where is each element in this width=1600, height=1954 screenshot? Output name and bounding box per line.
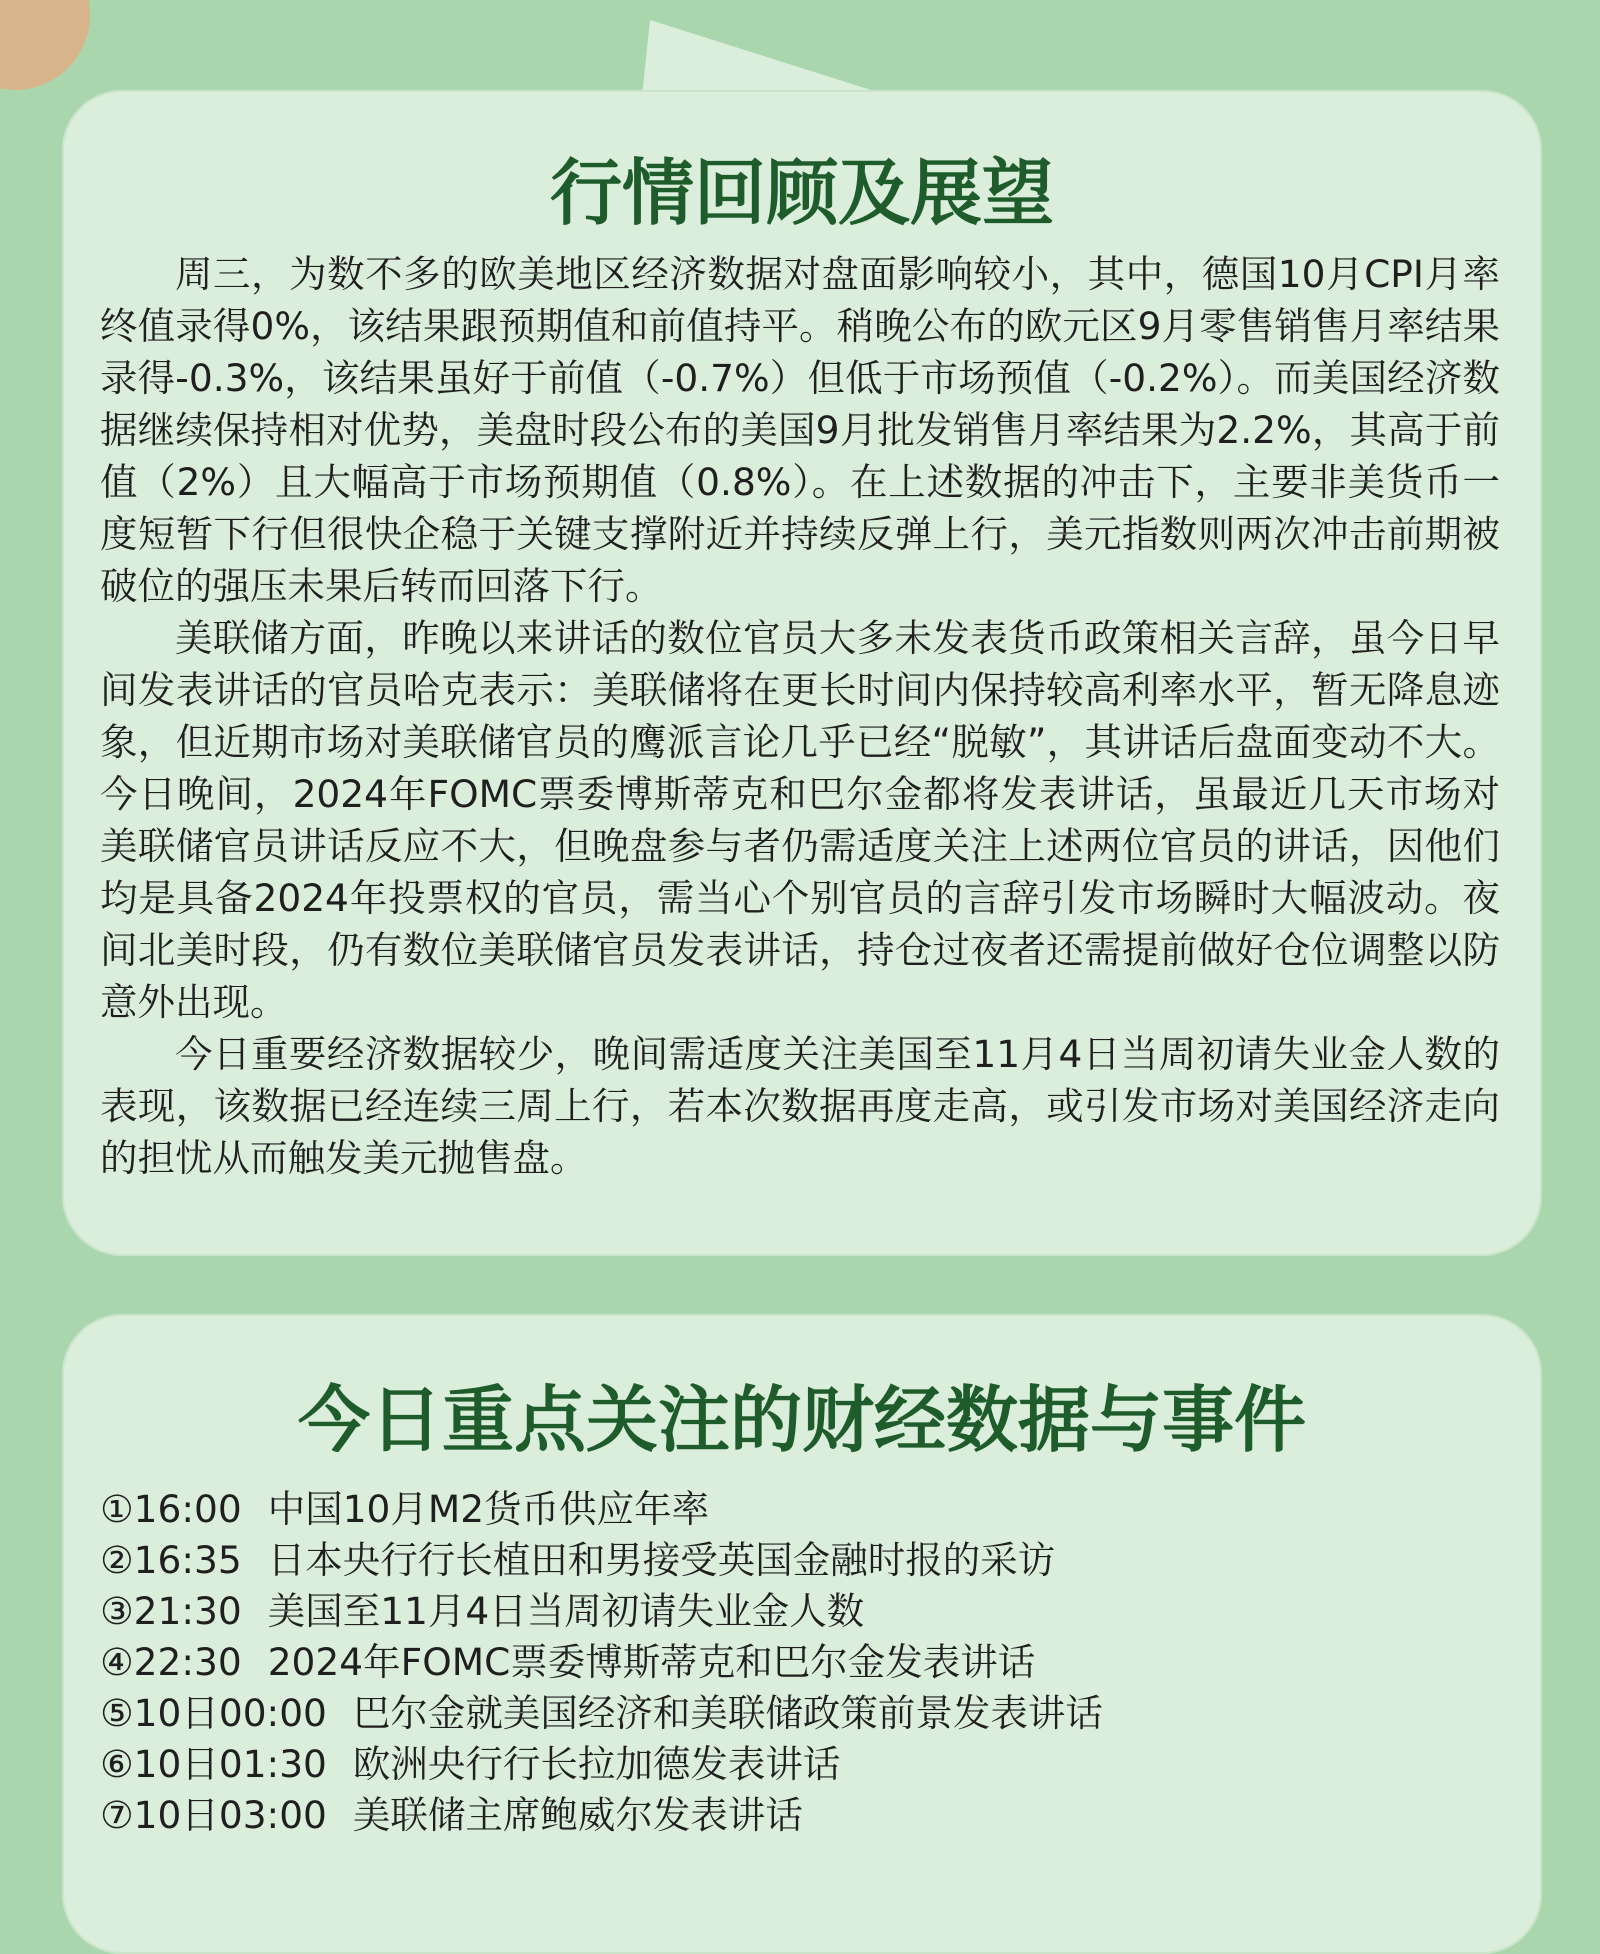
event-item: [100, 1790, 1500, 1841]
event-description: 美联储主席鲍威尔发表讲话: [352, 1793, 803, 1837]
event-item: [100, 1484, 1500, 1535]
event-time: 21:30: [133, 1589, 242, 1633]
event-time: 10日01:30: [133, 1742, 327, 1786]
events-panel: [62, 1314, 1542, 1954]
event-description: 中国10月M2货币供应年率: [267, 1487, 710, 1531]
market-review-body: [100, 248, 1500, 1184]
event-number: ⑤: [100, 1691, 134, 1735]
event-description: 日本央行行长植田和男接受英国金融时报的采访: [267, 1538, 1056, 1582]
event-number: ⑥: [100, 1742, 134, 1786]
event-number: ④: [100, 1640, 134, 1684]
event-description: 2024年FOMC票委博斯蒂克和巴尔金发表讲话: [267, 1640, 1036, 1684]
event-description: 美国至11月4日当周初请失业金人数: [267, 1589, 865, 1633]
event-number: ②: [100, 1538, 134, 1582]
event-description: 巴尔金就美国经济和美联储政策前景发表讲话: [352, 1691, 1103, 1735]
event-number: ③: [100, 1589, 134, 1633]
events-list: [100, 1484, 1500, 1841]
event-time: 22:30: [133, 1640, 242, 1684]
event-time: 10日03:00: [133, 1793, 327, 1837]
event-item: [100, 1637, 1500, 1688]
events-title: 今日重点关注的财经数据与事件: [297, 1378, 1306, 1462]
event-item: [100, 1688, 1500, 1739]
event-time: 16:35: [133, 1538, 242, 1582]
event-time: 10日00:00: [133, 1691, 327, 1735]
event-item: [100, 1739, 1500, 1790]
review-paragraph: 周三，为数不多的欧美地区经济数据对盘面影响较小，其中，德国10月CPI月率终值录得0%，该结果跟预期值和前值持平。稍晚公布的欧元区9月零售销售月率结果录得-0.3%，该结果虽好于前值（-0.7%）但低于市场预值（-0.2%）。而美国经济数据继续保持相对优势，美盘时段公布的美国9月批发销售月率结果为2.2%，其高于前值（2%）且大幅高于市场预期值（0.8%）。在上述数据的冲击下，主要非美货币一度短暂下行但很快企稳于关键支撑附近并持续反弹上行，美元指数则两次冲击前期被破位的强压未果后转而回落下行。: [100, 252, 1500, 608]
event-time: 16:00: [133, 1487, 242, 1531]
event-item: [100, 1535, 1500, 1586]
event-number: ①: [100, 1487, 134, 1531]
event-description: 欧洲央行行长拉加德发表讲话: [352, 1742, 841, 1786]
event-item: [100, 1586, 1500, 1637]
market-review-panel: [62, 90, 1542, 1256]
review-paragraph: 今日重要经济数据较少，晚间需适度关注美国至11月4日当周初请失业金人数的表现，该数据已经连续三周上行，若本次数据再度走高，或引发市场对美国经济走向的担忧从而触发美元抛售盘。: [100, 1032, 1500, 1180]
event-number: ⑦: [100, 1793, 134, 1837]
market-review-title: 行情回顾及展望: [549, 151, 1054, 235]
review-paragraph: 美联储方面，昨晚以来讲话的数位官员大多未发表货币政策相关言辞，虽今日早间发表讲话的官员哈克表示：美联储将在更长时间内保持较高利率水平，暂无降息迹象，但近期市场对美联储官员的鹰派言论几乎已经“脱敏”，其讲话后盘面变动不大。今日晚间，2024年FOMC票委博斯蒂克和巴尔金都将发表讲话，虽最近几天市场对美联储官员讲话反应不大，但晚盘参与者仍需适度关注上述两位官员的讲话，因他们均是具备2024年投票权的官员，需当心个别官员的言辞引发市场瞬时大幅波动。夜间北美时段，仍有数位美联储官员发表讲话，持仓过夜者还需提前做好仓位调整以防意外出现。: [100, 616, 1500, 1024]
